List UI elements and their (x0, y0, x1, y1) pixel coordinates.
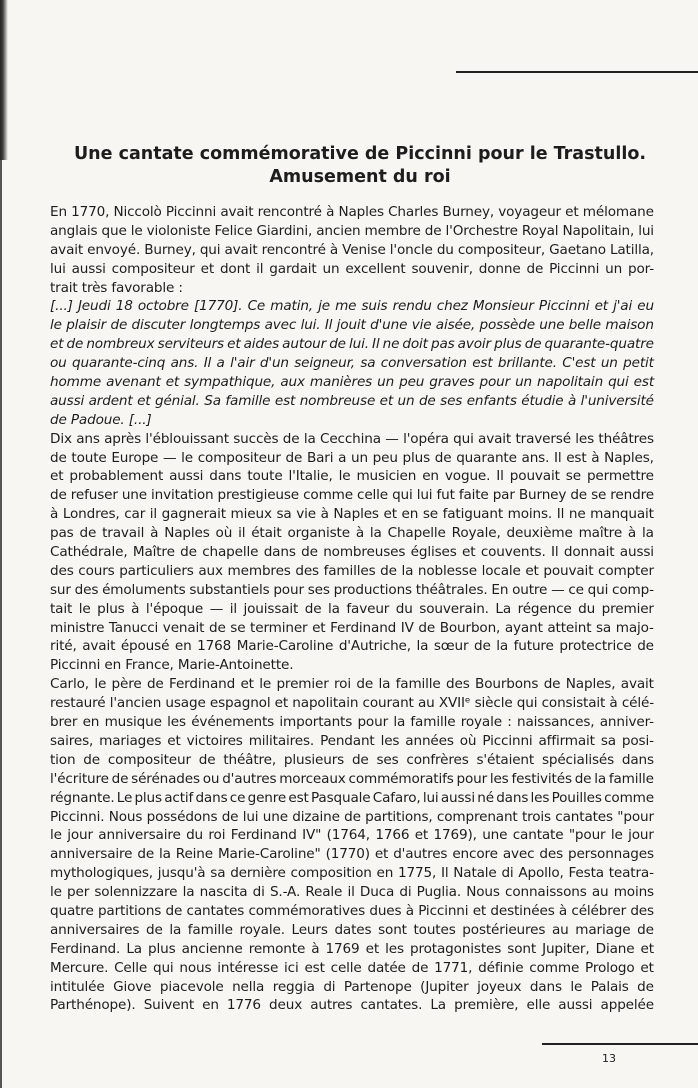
body-line: En 1770, Niccolò Piccinni avait rencontré à Naples Charles Burney, voyageur et mélomane (50, 204, 654, 220)
body-line: homme avenant et sympathique, aux manières un peu graves pour un napolitain qui est (50, 374, 654, 391)
body-line: tion de compositeur de théâtre, plusieurs de ses confrères s'étaient spécialisés dans (50, 751, 654, 768)
body-line: l'écriture de sérénades ou d'autres morceaux commémoratifs pour les festivités de la famille (50, 770, 654, 787)
body-line: à Londres, car il gagnerait mieux sa vie à Naples et en se fatiguant moins. Il ne manquait (50, 506, 654, 523)
body-line: et de nombreux serviteurs et aides autour de lui. Il ne doit pas avoir plus de quarante-quatre (50, 336, 654, 353)
body-line: intitulée Giove piacevole nella reggia di Partenope (Jupiter joyeux dans le Palais de (50, 978, 654, 995)
page-number: 13 (602, 1052, 616, 1065)
page-edge (0, 0, 2, 1088)
header-rule (456, 71, 698, 73)
body-line: restauré l'ancien usage espagnol et napolitain courant au XVIIᵉ siècle qui consistait à célé- (50, 695, 654, 712)
article-body (50, 203, 654, 1015)
body-line: Ferdinand. La plus ancienne remonte à 1769 et les protagonistes sont Jupiter, Diane et (50, 940, 654, 957)
body-line: ou quarante-cinq ans. Il a l'air d'un seigneur, sa conversation est brillante. C'est un petit (50, 355, 654, 372)
body-line: sur des émoluments substantiels pour ses productions théâtrales. En outre — ce qui comp- (50, 581, 654, 598)
body-line: avait envoyé. Burney, qui avait rencontré à Venise l'oncle du compositeur, Gaetano Latilla, (50, 241, 654, 258)
body-line: le per solennizzare la nascita di S.-A. Reale il Duca di Puglia. Nous connaissons au moins (50, 884, 654, 901)
body-line: et probablement aussi dans toute l'Italie, le musicien en vogue. Il pouvait se permettre (50, 468, 654, 485)
scan-shadow (0, 0, 40, 160)
body-line: mythologiques, jusqu'à sa dernière composition en 1775, Il Natale di Apollo, Festa teatra- (50, 865, 654, 882)
body-line: le plaisir de discuter longtemps avec lui. Il jouit d'une vie aisée, possède une belle maison (50, 317, 654, 334)
body-line: Mercure. Celle qui nous intéresse ici est celle datée de 1771, définie comme Prologo et (50, 959, 654, 976)
body-line: quatre partitions de cantates commémoratives dues à Piccinni et destinées à célébrer des (50, 902, 654, 919)
body-line: saires, mariages et victoires militaires. Pendant les années où Piccinni affirmait sa posi- (50, 732, 654, 749)
body-line: des cours particuliers aux membres des familles de la noblesse locale et pouvait compter (50, 562, 654, 579)
body-line: anglais que le violoniste Felice Giardini, ancien membre de l'Orchestre Royal Napolitain, lui (50, 222, 654, 239)
title-line-1: Une cantate commémorative de Piccinni pour le Trastullo. (73, 144, 647, 164)
body-line: de refuser une invitation prestigieuse comme celle qui lui fut faite par Burney de se rendre (50, 487, 654, 504)
body-line: tait le plus à l'époque — il jouissait de la faveur du souverain. La régence du premier (50, 600, 654, 617)
body-line: rité, avait épousé en 1768 Marie-Caroline d'Autriche, la sœur de la future protectrice de (50, 638, 654, 655)
body-line: de Padoue. [...] (50, 411, 152, 428)
body-line: ministre Tanucci venait de se terminer et Ferdinand IV de Bourbon, ayant atteint sa majo- (50, 619, 654, 636)
body-line: anniversaires de la famille royale. Leurs dates sont toutes postérieures au mariage de (50, 921, 654, 938)
body-line: trait très favorable : (50, 279, 183, 296)
body-line: [...] Jeudi 18 octobre [1770]. Ce matin, je me suis rendu chez Monsieur Piccinni et j'ai eu (50, 298, 654, 315)
body-line: aussi ardent et génial. Sa famille est nombreuse et un de ses enfants étudie à l'université (50, 392, 654, 409)
title-line-2: Amusement du roi (269, 167, 451, 187)
body-line: Piccinni en France, Marie-Antoinette. (50, 657, 294, 674)
footer-rule (542, 1043, 698, 1045)
article-title (60, 143, 660, 189)
body-line: Cathédrale, Maître de chapelle dans de nombreuses églises et couvents. Il donnait aussi (50, 544, 654, 561)
body-line: pas de travail à Naples où il était organiste à la Chapelle Royale, deuxième maître à la (50, 525, 654, 542)
body-line: Piccinni. Nous possédons de lui une dizaine de partitions, comprenant trois cantates "pour (50, 808, 654, 825)
body-line: brer en musique les événements importants pour la famille royale : naissances, anniver- (50, 714, 654, 731)
body-line: régnante. Le plus actif dans ce genre est Pasquale Cafaro, lui aussi né dans les Pouilles comme (50, 789, 654, 806)
body-line: lui aussi compositeur et dont il gardait un excellent souvenir, donne de Piccinni un por- (50, 260, 654, 277)
body-line: le jour anniversaire du roi Ferdinand IV" (1764, 1766 et 1769), une cantate "pour le jour (50, 827, 654, 844)
body-line: Carlo, le père de Ferdinand et le premier roi de la famille des Bourbons de Naples, avait (50, 676, 654, 693)
body-line: anniversaire de la Reine Marie-Caroline" (1770) et d'autres encore avec des personnages (50, 846, 654, 863)
body-line: Parthénope). Suivent en 1776 deux autres cantates. La première, elle aussi appelée (50, 997, 654, 1014)
body-line: Dix ans après l'éblouissant succès de la Cecchina — l'opéra qui avait traversé les théâtres (50, 430, 654, 447)
body-line: de toute Europe — le compositeur de Bari a un peu plus de quarante ans. Il est à Naples, (50, 449, 654, 466)
